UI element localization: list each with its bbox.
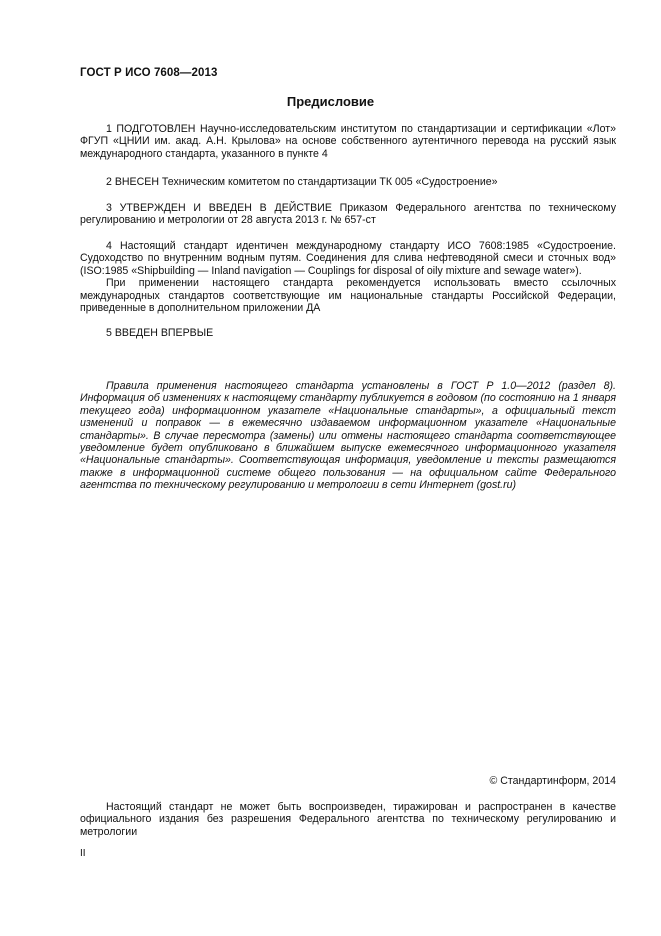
document-header-id: ГОСТ Р ИСО 7608—2013 <box>80 67 218 79</box>
rules-notice <box>80 380 616 492</box>
reproduction-notice-text: Настоящий стандарт не может быть воспроизведен, тиражирован и распространен в качестве официального издания без разрешения Федерального агентства по техническому регулированию и метрологии <box>80 801 616 838</box>
section-5 <box>80 327 616 339</box>
section-1 <box>80 123 616 160</box>
section-3 <box>80 202 616 227</box>
section-1-text: 1 ПОДГОТОВЛЕН Научно-исследовательским институтом по стандартизации и сертификации «Лот» ФГУП «ЦНИИ им. акад. А.Н. Крылова» на основе собственного аутентичного перевода на русский язык международного стандарта, указанного в пункте 4 <box>80 123 616 160</box>
section-5-text: 5 ВВЕДЕН ВПЕРВЫЕ <box>106 327 214 339</box>
copyright: © Стандартинформ, 2014 <box>489 775 616 787</box>
section-2 <box>80 176 616 188</box>
page-number: II <box>80 848 86 859</box>
reproduction-notice <box>80 801 616 838</box>
section-2-text: 2 ВНЕСЕН Техническим комитетом по стандартизации ТК 005 «Судостроение» <box>106 176 498 188</box>
section-4-text: 4 Настоящий стандарт идентичен международному стандарту ИСО 7608:1985 «Судостроение. Судоходство по внутренним водным путям. Соединения для слива нефтеводяной смеси и сточных вод» (ISO:1985 «Shipbuilding — Inland navigation — Couplings for disposal of oily mixture and sewage water»). <box>80 240 616 277</box>
section-3-text: 3 УТВЕРЖДЕН И ВВЕДЕН В ДЕЙСТВИЕ Приказом Федерального агентства по техническому регулированию и метрологии от 28 августа 2013 г. № 657-ст <box>80 202 616 227</box>
section-4-note: При применении настоящего стандарта рекомендуется использовать вместо ссылочных международных стандартов соответствующие им национальные стандарты Российской Федерации, приведенные в дополнительном приложении ДА <box>80 277 616 315</box>
page-title: Предисловие <box>286 94 375 109</box>
section-4 <box>80 240 616 314</box>
rules-notice-text: Правила применения настоящего стандарта установлены в ГОСТ Р 1.0—2012 (раздел 8). Информация об изменениях к настоящему стандарту публикуется в годовом (по состоянию на 1 января текущего года) информационном указателе «Национальные стандарты», а официальный текст изменений и поправок — в ежемесячно издаваемом информационном указателе «Национальные стандарты». В случае пересмотра (замены) или отмены настоящего стандарта соответствующее уведомление будет опубликовано в ближайшем выпуске ежемесячного информационного указателя «Национальные стандарты». Соответствующая информация, уведомление и тексты размещаются также в информационной системе общего пользования — на официальном сайте Федерального агентства по техническому регулированию и метрологии в сети Интернет (gost.ru) <box>80 380 616 492</box>
